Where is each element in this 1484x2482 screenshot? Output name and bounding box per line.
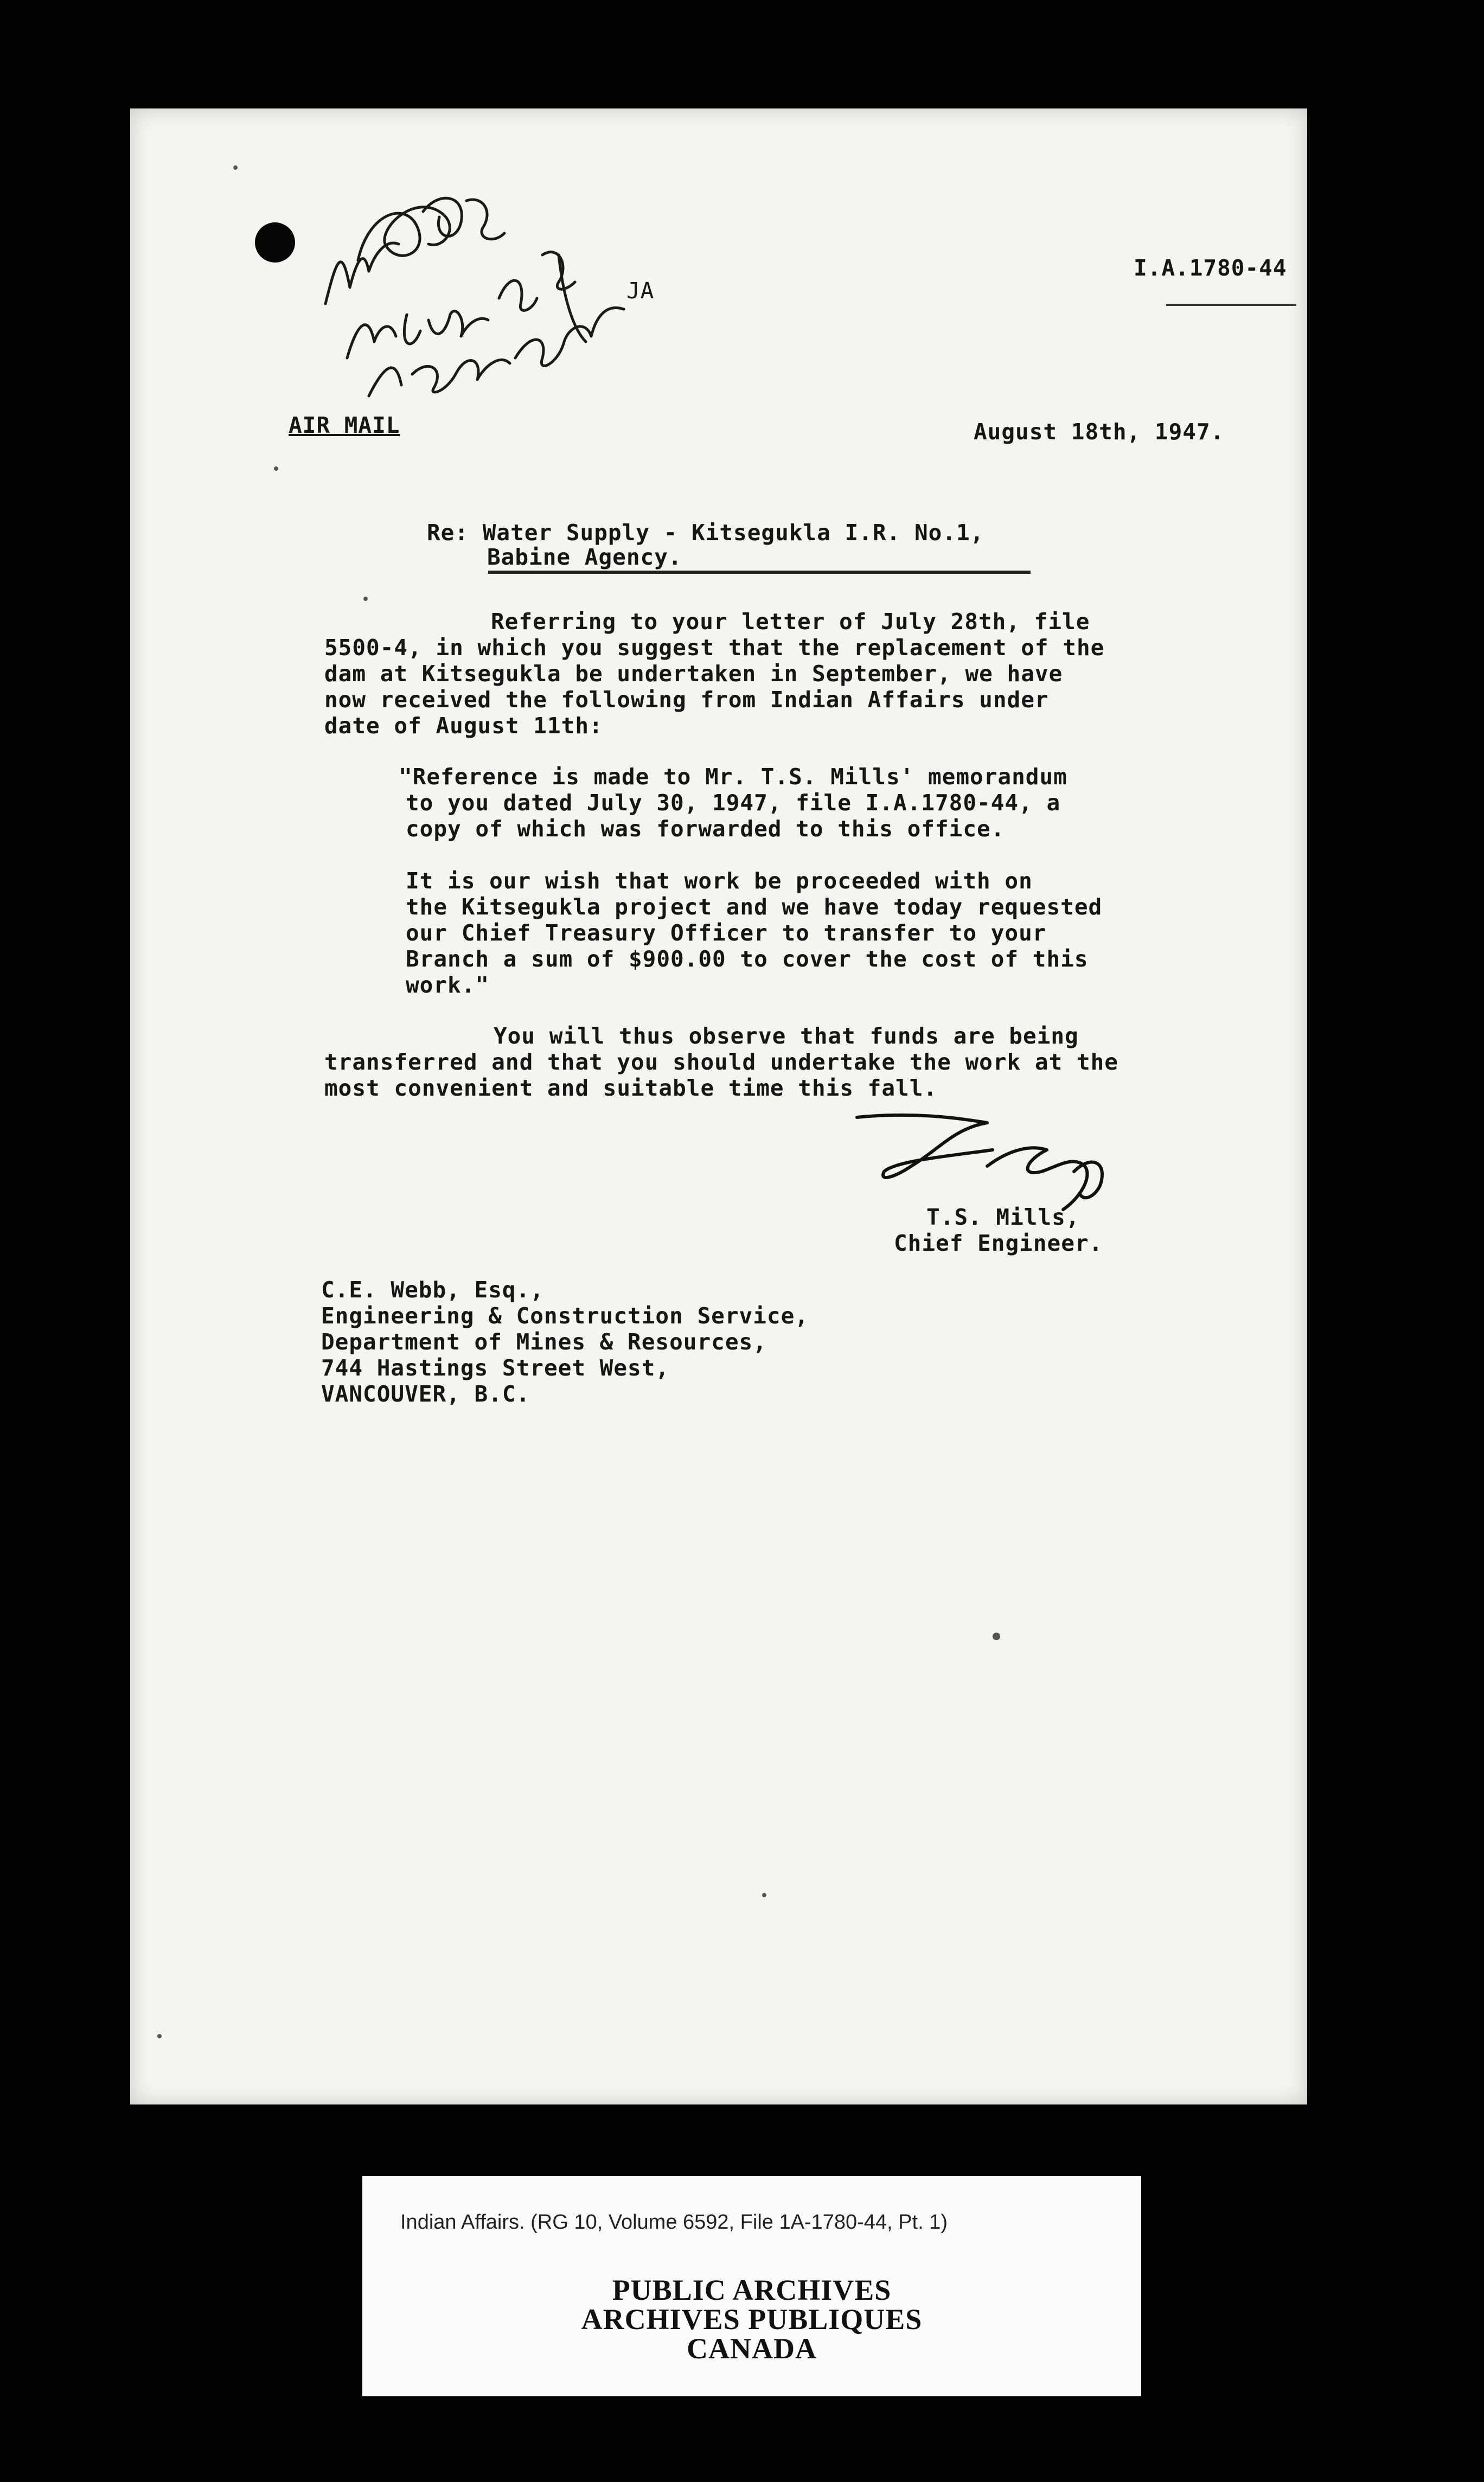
quote-2-line-1: It is our wish that work be proceeded with on xyxy=(406,868,1033,894)
subject-line-2: Babine Agency. xyxy=(487,544,682,570)
paragraph-1-line-3: dam at Kitsegukla be undertaken in September, we have xyxy=(324,661,1063,687)
paragraph-1-line-5: date of August 11th: xyxy=(324,713,603,739)
paragraph-2-line-3: most convenient and suitable time this fall. xyxy=(324,1075,938,1101)
quote-2-line-3: our Chief Treasury Officer to transfer to your xyxy=(406,920,1047,946)
quote-1-line-1: "Reference is made to Mr. T.S. Mills' memorandum xyxy=(399,764,1067,790)
archive-title-english: PUBLIC ARCHIVES xyxy=(612,2274,892,2306)
quote-1-line-2: to you dated July 30, 1947, file I.A.1780-44, a xyxy=(406,790,1061,816)
file-reference: I.A.1780-44 xyxy=(1134,255,1287,281)
archive-label xyxy=(362,2176,1141,2396)
routing-initials: JA xyxy=(626,278,655,304)
quote-2-line-2: the Kitsegukla project and we have today requested xyxy=(406,894,1103,920)
subject-line-1: Re: Water Supply - Kitsegukla I.R. No.1, xyxy=(427,520,984,546)
recipient-line-2: Engineering & Construction Service, xyxy=(321,1303,809,1329)
subject-underline xyxy=(488,571,1031,574)
paragraph-1-line-2: 5500-4, in which you suggest that the replacement of the xyxy=(324,635,1105,661)
archive-country: CANADA xyxy=(687,2332,817,2365)
paragraph-2-line-1: You will thus observe that funds are being xyxy=(494,1023,1079,1049)
recipient-line-1: C.E. Webb, Esq., xyxy=(321,1277,544,1303)
quote-2-line-4: Branch a sum of $900.00 to cover the cost of this xyxy=(406,946,1089,972)
signer-name: T.S. Mills, xyxy=(926,1204,1080,1230)
signer-title: Chief Engineer. xyxy=(894,1230,1103,1256)
paragraph-1-line-1: Referring to your letter of July 28th, file xyxy=(491,609,1090,635)
letter-page xyxy=(130,108,1307,2104)
recipient-line-5: VANCOUVER, B.C. xyxy=(321,1381,530,1407)
recipient-line-4: 744 Hastings Street West, xyxy=(321,1355,670,1381)
punch-hole xyxy=(255,222,295,263)
letter-date: August 18th, 1947. xyxy=(974,419,1225,445)
handwritten-note-annotation xyxy=(304,179,640,407)
paragraph-1-line-4: now received the following from Indian Affairs under xyxy=(324,687,1049,713)
quote-2-line-5: work." xyxy=(406,972,490,998)
archive-reference: Indian Affairs. (RG 10, Volume 6592, File 1A-1780-44, Pt. 1) xyxy=(400,2211,948,2234)
archive-title-french: ARCHIVES PUBLIQUES xyxy=(581,2303,923,2336)
paragraph-2-line-2: transferred and that you should undertake the work at the xyxy=(324,1049,1118,1075)
signature xyxy=(846,1106,1128,1215)
quote-1-line-3: copy of which was forwarded to this office. xyxy=(406,816,1005,842)
delivery-method: AIR MAIL xyxy=(289,412,400,438)
file-reference-underline xyxy=(1166,304,1296,306)
recipient-line-3: Department of Mines & Resources, xyxy=(321,1329,767,1355)
